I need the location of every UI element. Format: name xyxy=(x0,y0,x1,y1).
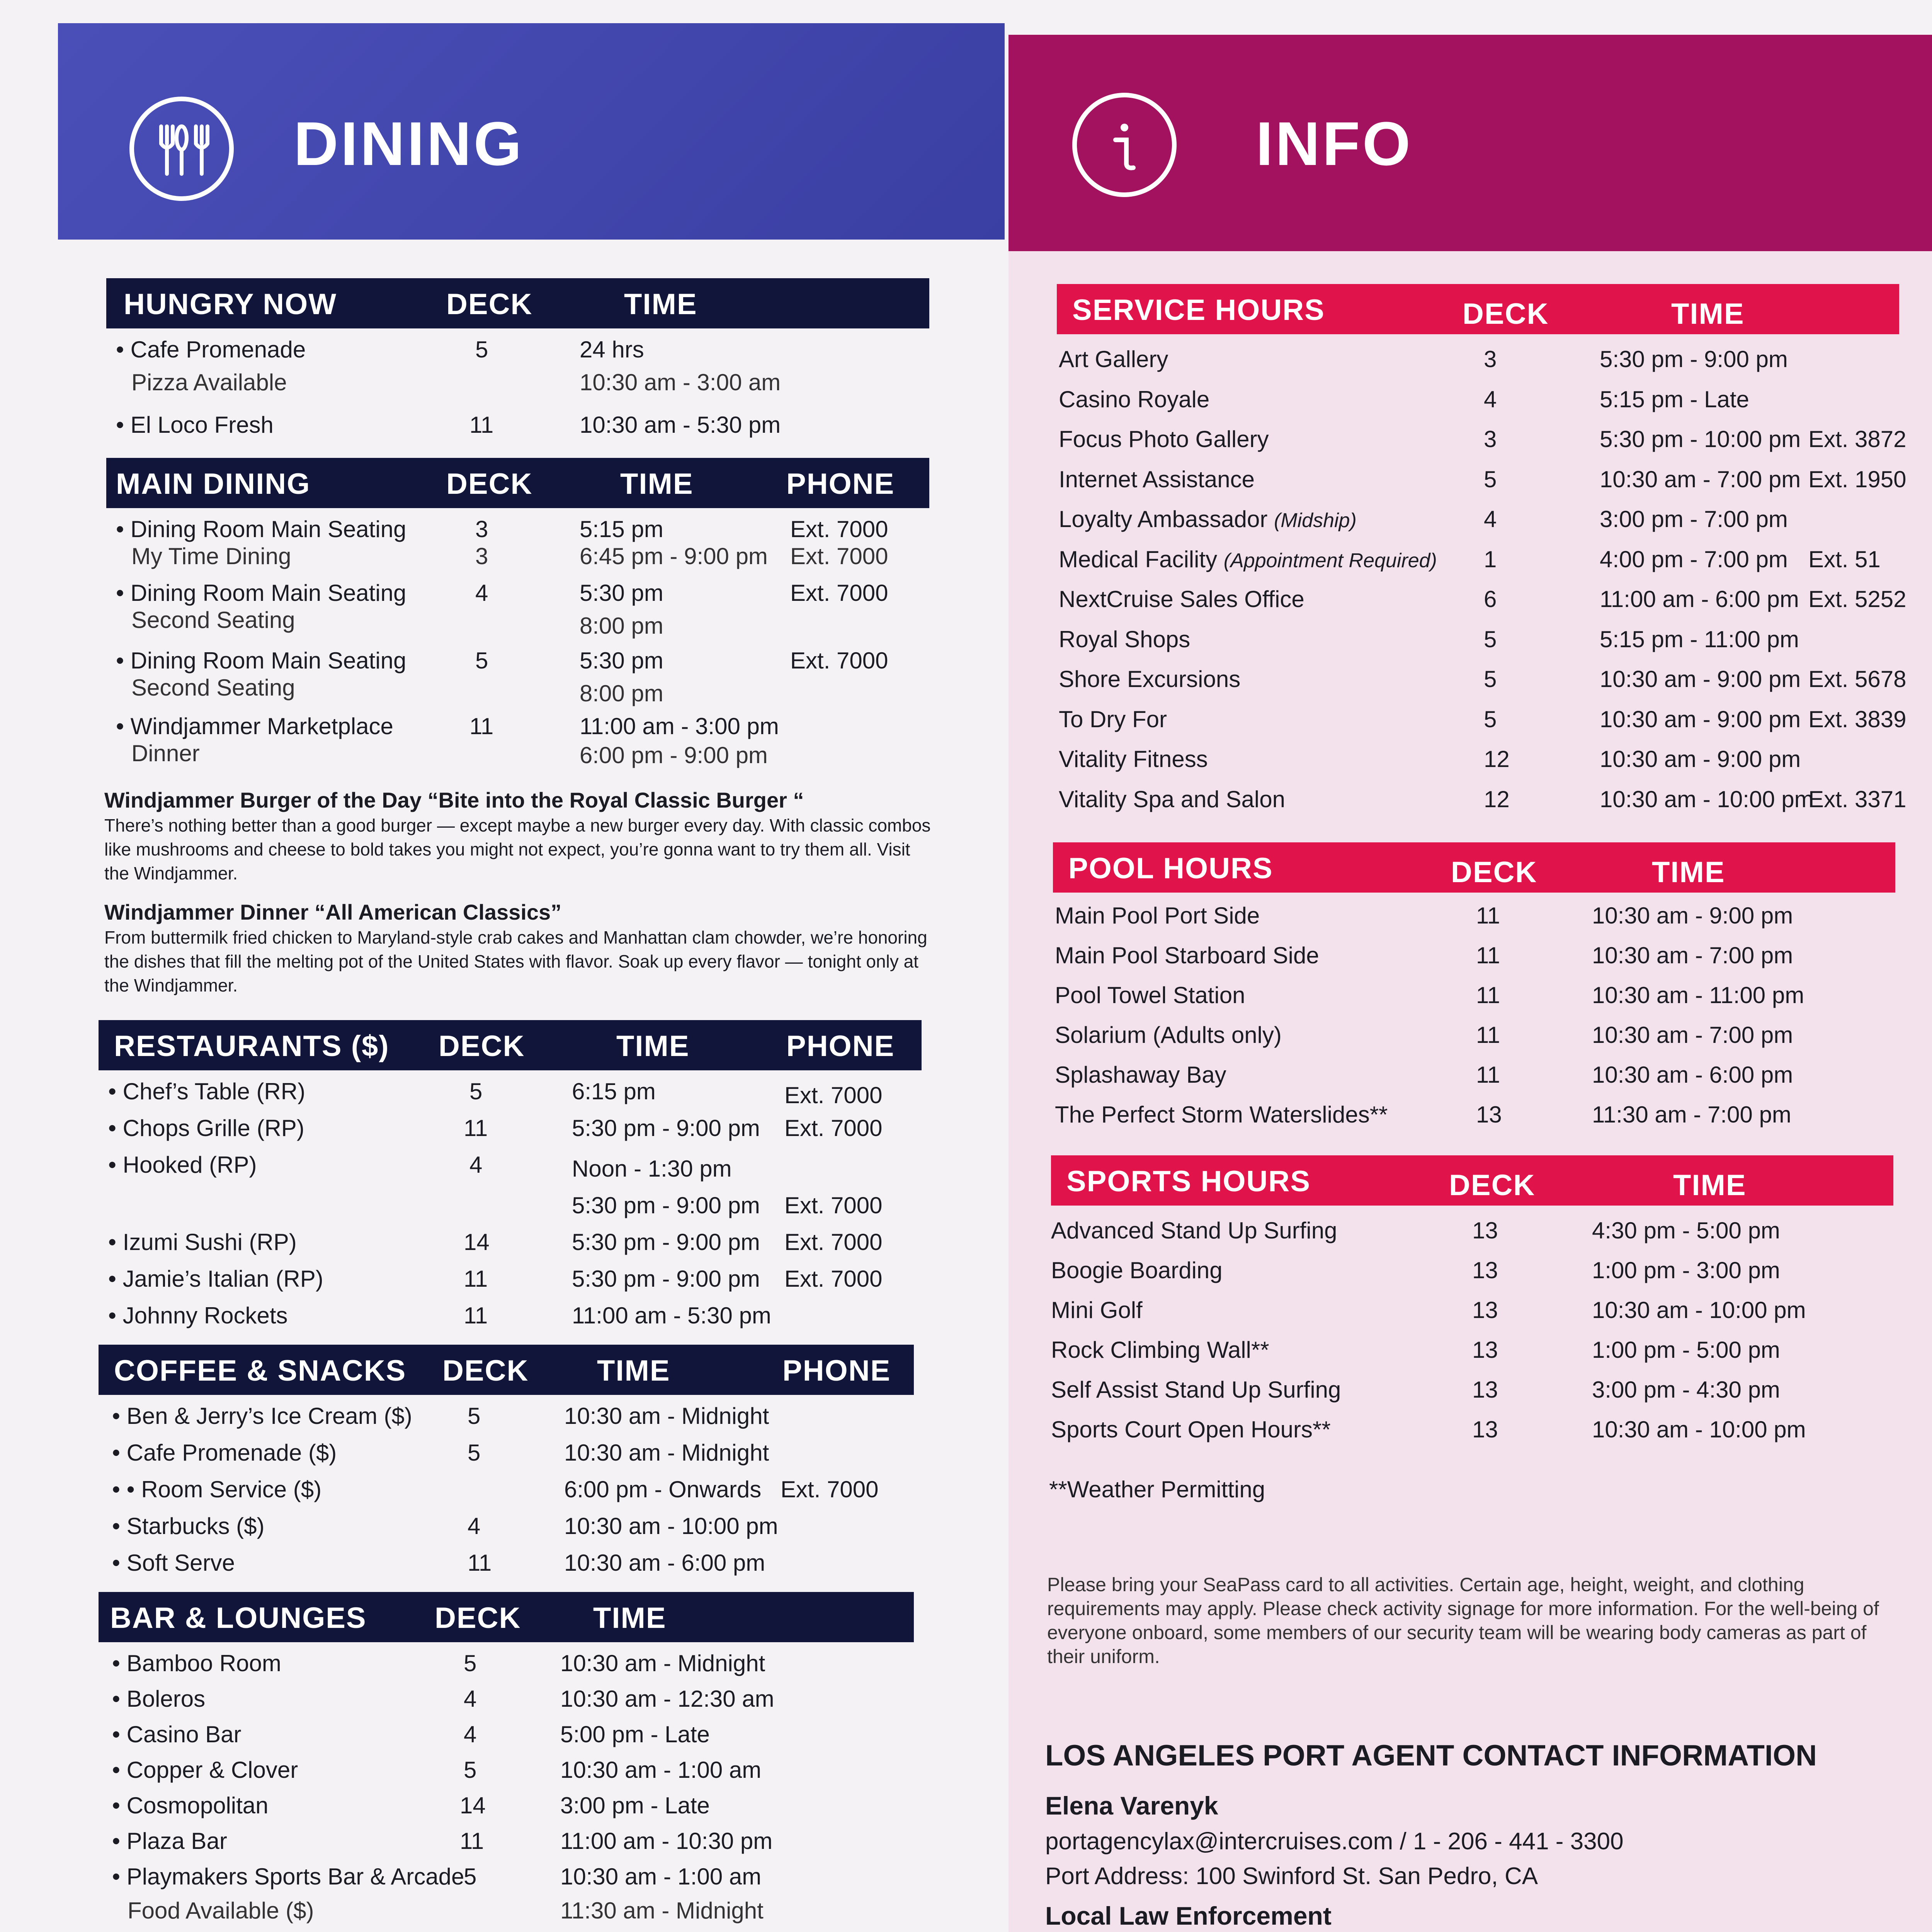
col-header: TIME xyxy=(616,1030,690,1063)
dinner-title: Windjammer Dinner “All American Classics” xyxy=(104,900,562,924)
deck: 11 xyxy=(469,412,494,438)
col-header: TIME xyxy=(593,1602,667,1634)
time: 10:30 am - Midnight xyxy=(564,1440,769,1466)
deck: 4 xyxy=(464,1686,477,1712)
deck: 13 xyxy=(1472,1337,1498,1363)
dinner-text: From buttermilk fried chicken to Maryland-style crab cakes and Manhattan clam chowder, we’re honoring the dishes that fill the melting pot of the United States with flavor. Soak up every flavor — tonight only at the Windjammer. xyxy=(104,927,927,995)
venue: Art Gallery xyxy=(1059,346,1168,372)
col-header: RESTAURANTS ($) xyxy=(114,1030,389,1063)
venue: Vitality Spa and Salon xyxy=(1059,786,1285,812)
venue: Medical Facility (Appointment Required) xyxy=(1059,546,1437,572)
venue: • Bamboo Room xyxy=(112,1650,281,1676)
phone: Ext. 7000 xyxy=(790,543,888,569)
deck: 5 xyxy=(1484,466,1497,492)
deck: 5 xyxy=(1484,666,1497,692)
venue: • Starbucks ($) xyxy=(112,1513,265,1539)
deck: 14 xyxy=(460,1793,486,1818)
phone: Ext. 7000 xyxy=(784,1115,883,1141)
venue: Shore Excursions xyxy=(1059,666,1241,692)
time: 10:30 am - 11:00 pm xyxy=(1592,982,1804,1008)
col-header: SERVICE HOURS xyxy=(1072,294,1325,327)
venue: • • Room Service ($) xyxy=(112,1476,322,1502)
dining-header xyxy=(58,23,1005,240)
phone: Ext. 7000 xyxy=(784,1082,883,1108)
venue: Rock Climbing Wall** xyxy=(1051,1337,1269,1363)
deck: 5 xyxy=(475,337,488,362)
venue: • Izumi Sushi (RP) xyxy=(108,1229,297,1255)
deck: 12 xyxy=(1484,746,1510,772)
time: 5:30 pm - 9:00 pm xyxy=(1600,346,1788,372)
time: 6:15 pm xyxy=(572,1078,656,1104)
time: 8:00 pm xyxy=(580,680,663,706)
venue: To Dry For xyxy=(1059,706,1167,732)
time: 11:30 am - Midnight xyxy=(560,1898,764,1923)
phone: Ext. 5252 xyxy=(1808,586,1906,612)
venue: My Time Dining xyxy=(131,543,291,569)
time: 1:00 pm - 3:00 pm xyxy=(1592,1257,1780,1283)
burger-text: There’s nothing better than a good burger — except maybe a new burger every day. With classic combos like mushrooms and cheese to bold takes you might not expect, you’re gonna want to try them all. Visit the Windjammer. xyxy=(104,815,931,883)
time: 5:30 pm - 9:00 pm xyxy=(572,1229,760,1255)
venue: Second Seating xyxy=(131,675,295,701)
time: 5:15 pm xyxy=(580,516,663,542)
phone: Ext. 7000 xyxy=(784,1266,883,1292)
deck: 5 xyxy=(464,1650,477,1676)
fork-knife-icon xyxy=(129,97,234,201)
deck: 13 xyxy=(1476,1102,1502,1128)
deck: 5 xyxy=(475,648,488,673)
deck: 5 xyxy=(464,1757,477,1783)
time: 4:00 pm - 7:00 pm xyxy=(1600,546,1788,572)
col-header: PHONE xyxy=(782,1354,891,1387)
venue: Pizza Available xyxy=(131,369,287,395)
deck: 13 xyxy=(1472,1297,1498,1323)
phone: Ext. 3371 xyxy=(1808,786,1906,812)
restaurants-header xyxy=(99,1020,922,1070)
phone: Ext. 7000 xyxy=(790,580,888,606)
venue: Royal Shops xyxy=(1059,626,1190,652)
venue: • Cafe Promenade ($) xyxy=(112,1440,337,1466)
col-header: TIME xyxy=(597,1354,670,1387)
deck: 11 xyxy=(464,1303,488,1328)
venue: Second Seating xyxy=(131,607,295,633)
time: 10:30 am - 6:00 pm xyxy=(564,1550,765,1576)
venue: Dinner xyxy=(131,740,200,766)
deck: 13 xyxy=(1472,1377,1498,1403)
time: 11:00 am - 3:00 pm xyxy=(580,713,779,739)
venue: • Copper & Clover xyxy=(112,1757,298,1783)
col-header: TIME xyxy=(1673,1169,1747,1202)
venue: Focus Photo Gallery xyxy=(1059,426,1269,452)
deck: 3 xyxy=(475,543,488,569)
phone: Ext. 1950 xyxy=(1808,466,1906,492)
deck: 11 xyxy=(1476,1062,1500,1088)
port-agent-title: LOS ANGELES PORT AGENT CONTACT INFORMATION xyxy=(1045,1739,1817,1772)
col-header: PHONE xyxy=(786,468,895,500)
deck: 5 xyxy=(468,1440,481,1466)
deck: 3 xyxy=(1484,346,1497,372)
time: 10:30 am - 1:00 am xyxy=(560,1864,762,1889)
venue: Self Assist Stand Up Surfing xyxy=(1051,1377,1341,1403)
info-icon xyxy=(1072,93,1177,197)
time: 5:30 pm xyxy=(580,580,663,606)
time: 10:30 am - 12:30 am xyxy=(560,1686,774,1712)
col-header: POOL HOURS xyxy=(1068,852,1273,885)
venue: • Casino Bar xyxy=(112,1721,242,1747)
dining-title: DINING xyxy=(294,109,524,178)
time: 24 hrs xyxy=(580,337,644,362)
time: 10:30 am - 1:00 am xyxy=(560,1757,762,1783)
info-header xyxy=(1009,35,1932,251)
time: 3:00 pm - Late xyxy=(560,1793,710,1818)
venue: • Chops Grille (RP) xyxy=(108,1115,304,1141)
time: 3:00 pm - 4:30 pm xyxy=(1592,1377,1780,1403)
col-header: DECK xyxy=(1451,856,1537,889)
deck: 4 xyxy=(475,580,488,606)
time: 10:30 am - 10:00 pm xyxy=(1592,1297,1806,1323)
deck: 13 xyxy=(1472,1417,1498,1442)
time: 10:30 am - 7:00 pm xyxy=(1592,942,1793,968)
col-header: TIME xyxy=(620,468,694,500)
venue: Loyalty Ambassador (Midship) xyxy=(1059,506,1357,532)
col-header: DECK xyxy=(446,288,533,321)
time: 10:30 am - 7:00 pm xyxy=(1600,466,1801,492)
info-panel xyxy=(1009,251,1932,1932)
time: 10:30 am - 9:00 pm xyxy=(1600,706,1801,732)
deck: 3 xyxy=(1484,426,1497,452)
time: 10:30 am - 10:00 pm xyxy=(1600,786,1814,812)
time: 10:30 am - 9:00 pm xyxy=(1592,903,1793,929)
time: 5:30 pm - 10:00 pm xyxy=(1600,426,1801,452)
phone: Ext. 7000 xyxy=(781,1476,879,1502)
col-header: DECK xyxy=(1449,1169,1536,1202)
phone: Ext. 3839 xyxy=(1808,706,1906,732)
deck: 11 xyxy=(464,1266,488,1292)
deck: 14 xyxy=(464,1229,490,1255)
deck: 4 xyxy=(468,1513,481,1539)
deck: 4 xyxy=(464,1721,477,1747)
phone: Ext. 7000 xyxy=(790,516,888,542)
col-header: DECK xyxy=(1463,298,1549,330)
venue: • Plaza Bar xyxy=(112,1828,227,1854)
venue: Pool Towel Station xyxy=(1055,982,1245,1008)
col-header: TIME xyxy=(624,288,697,321)
deck: 11 xyxy=(468,1550,492,1576)
time: 10:30 am - Midnight xyxy=(560,1650,765,1676)
deck: 11 xyxy=(1476,1022,1500,1048)
time: 6:00 pm - Onwards xyxy=(564,1476,762,1502)
venue: • El Loco Fresh xyxy=(116,412,274,438)
venue: • Boleros xyxy=(112,1686,206,1712)
phone: Ext. 7000 xyxy=(790,648,888,673)
venue: Solarium (Adults only) xyxy=(1055,1022,1282,1048)
deck: 11 xyxy=(1476,982,1500,1008)
phone: Ext. 7000 xyxy=(784,1192,883,1218)
time: 10:30 am - Midnight xyxy=(564,1403,769,1429)
venue: Sports Court Open Hours** xyxy=(1051,1417,1331,1442)
time: 8:00 pm xyxy=(580,613,663,639)
time: 11:00 am - 10:30 pm xyxy=(560,1828,773,1854)
venue: Main Pool Starboard Side xyxy=(1055,942,1319,968)
time: 5:30 pm xyxy=(580,648,663,673)
deck: 12 xyxy=(1484,786,1510,812)
burger-title: Windjammer Burger of the Day “Bite into the Royal Classic Burger “ xyxy=(104,788,804,812)
venue: • Dining Room Main Seating xyxy=(116,516,406,542)
time: 4:30 pm - 5:00 pm xyxy=(1592,1218,1780,1243)
time: 10:30 am - 9:00 pm xyxy=(1600,746,1801,772)
venue: Vitality Fitness xyxy=(1059,746,1208,772)
venue: • Cafe Promenade xyxy=(116,337,306,362)
col-header: HUNGRY NOW xyxy=(124,288,337,321)
time: 6:00 pm - 9:00 pm xyxy=(580,742,768,768)
deck: 5 xyxy=(1484,626,1497,652)
venue: • Dining Room Main Seating xyxy=(116,648,406,673)
sports-hours-header xyxy=(1051,1155,1893,1206)
time: 11:00 am - 5:30 pm xyxy=(572,1303,771,1328)
col-header: DECK xyxy=(435,1602,521,1634)
phone: Ext. 3872 xyxy=(1808,426,1906,452)
deck: 5 xyxy=(469,1078,483,1104)
venue: Casino Royale xyxy=(1059,386,1210,412)
col-header: PHONE xyxy=(786,1030,895,1063)
time: 10:30 am - 9:00 pm xyxy=(1600,666,1801,692)
deck: 6 xyxy=(1484,586,1497,612)
deck: 4 xyxy=(1484,386,1497,412)
time: 5:30 pm - 9:00 pm xyxy=(572,1115,760,1141)
deck: 13 xyxy=(1472,1218,1498,1243)
col-header: COFFEE & SNACKS xyxy=(114,1354,406,1387)
phone: Ext. 51 xyxy=(1808,546,1881,572)
venue: • Johnny Rockets xyxy=(108,1303,288,1328)
deck: 11 xyxy=(1476,903,1500,929)
venue: • Ben & Jerry’s Ice Cream ($) xyxy=(112,1403,412,1429)
deck: 4 xyxy=(1484,506,1497,532)
col-header: TIME xyxy=(1671,298,1745,330)
col-header: MAIN DINING xyxy=(116,468,311,500)
venue: • Playmakers Sports Bar & Arcade xyxy=(112,1864,464,1889)
deck: 1 xyxy=(1484,546,1497,572)
venue: • Soft Serve xyxy=(112,1550,235,1576)
time: 5:15 pm - Late xyxy=(1600,386,1749,412)
pool-hours-header xyxy=(1053,842,1895,893)
deck: 11 xyxy=(469,713,494,739)
deck: 11 xyxy=(460,1828,484,1854)
deck: 4 xyxy=(469,1152,483,1178)
time: 10:30 am - 10:00 pm xyxy=(564,1513,778,1539)
venue: Boogie Boarding xyxy=(1051,1257,1223,1283)
time: 10:30 am - 7:00 pm xyxy=(1592,1022,1793,1048)
seapass-note: Please bring your SeaPass card to all activities. Certain age, height, weight, and clothing requirements may apply. Please check activity signage for more information. For the well-being of everyone onboard, some members of our security team will be wearing body cameras as part of their uniform. xyxy=(1047,1574,1879,1667)
port-address: Port Address: 100 Swinford St. San Pedro, CA xyxy=(1045,1863,1538,1889)
deck: 11 xyxy=(464,1115,488,1141)
venue: • Cosmopolitan xyxy=(112,1793,269,1818)
deck: 11 xyxy=(1476,942,1500,968)
port-agent-name: Elena Varenyk xyxy=(1045,1791,1218,1820)
time: 5:00 pm - Late xyxy=(560,1721,710,1747)
time: 5:30 pm - 9:00 pm xyxy=(572,1192,760,1218)
col-header: DECK xyxy=(446,468,533,500)
venue: Internet Assistance xyxy=(1059,466,1255,492)
venue: The Perfect Storm Waterslides** xyxy=(1055,1102,1388,1128)
time: 10:30 am - 10:00 pm xyxy=(1592,1417,1806,1442)
deck: 13 xyxy=(1472,1257,1498,1283)
windjammer-burger xyxy=(104,788,935,885)
time: 11:00 am - 6:00 pm xyxy=(1600,586,1799,612)
time: 1:00 pm - 5:00 pm xyxy=(1592,1337,1780,1363)
venue: Advanced Stand Up Surfing xyxy=(1051,1218,1337,1243)
deck: 5 xyxy=(464,1864,477,1889)
venue: • Jamie’s Italian (RP) xyxy=(108,1266,323,1292)
time: 6:45 pm - 9:00 pm xyxy=(580,543,768,569)
col-header: DECK xyxy=(442,1354,529,1387)
phone: Ext. 5678 xyxy=(1808,666,1906,692)
col-header: DECK xyxy=(439,1030,525,1063)
col-header: TIME xyxy=(1652,856,1725,889)
venue: • Dining Room Main Seating xyxy=(116,580,406,606)
time: 10:30 am - 6:00 pm xyxy=(1592,1062,1793,1088)
venue: Food Available ($) xyxy=(128,1898,314,1923)
bars-header xyxy=(99,1592,914,1642)
main-dining-header xyxy=(106,458,929,508)
time: 3:00 pm - 7:00 pm xyxy=(1600,506,1788,532)
deck: 3 xyxy=(475,516,488,542)
time: Noon - 1:30 pm xyxy=(572,1156,732,1182)
time: 10:30 am - 3:00 am xyxy=(580,369,781,395)
deck: 5 xyxy=(1484,706,1497,732)
venue: Mini Golf xyxy=(1051,1297,1143,1323)
venue: NextCruise Sales Office xyxy=(1059,586,1304,612)
venue: • Windjammer Marketplace xyxy=(116,713,393,739)
time: 5:30 pm - 9:00 pm xyxy=(572,1266,760,1292)
info-title: INFO xyxy=(1256,109,1413,178)
weather-note: **Weather Permitting xyxy=(1049,1476,1265,1502)
venue: Main Pool Port Side xyxy=(1055,903,1260,929)
venue: • Chef’s Table (RR) xyxy=(108,1078,306,1104)
windjammer-dinner xyxy=(104,900,935,997)
port-agent-email: portagencylax@intercruises.com / 1 - 206 - 441 - 3300 xyxy=(1045,1828,1624,1855)
service-hours-header xyxy=(1057,284,1899,334)
venue: Splashaway Bay xyxy=(1055,1062,1226,1088)
coffee-header xyxy=(99,1345,914,1395)
hungry-now-header xyxy=(106,278,929,328)
venue: • Hooked (RP) xyxy=(108,1152,257,1178)
deck: 5 xyxy=(468,1403,481,1429)
col-header: SPORTS HOURS xyxy=(1066,1165,1311,1198)
phone: Ext. 7000 xyxy=(784,1229,883,1255)
time: 11:30 am - 7:00 pm xyxy=(1592,1102,1791,1128)
time: 5:15 pm - 11:00 pm xyxy=(1600,626,1799,652)
law-title: Local Law Enforcement xyxy=(1045,1901,1332,1930)
time: 10:30 am - 5:30 pm xyxy=(580,412,781,438)
col-header: BAR & LOUNGES xyxy=(110,1602,367,1634)
